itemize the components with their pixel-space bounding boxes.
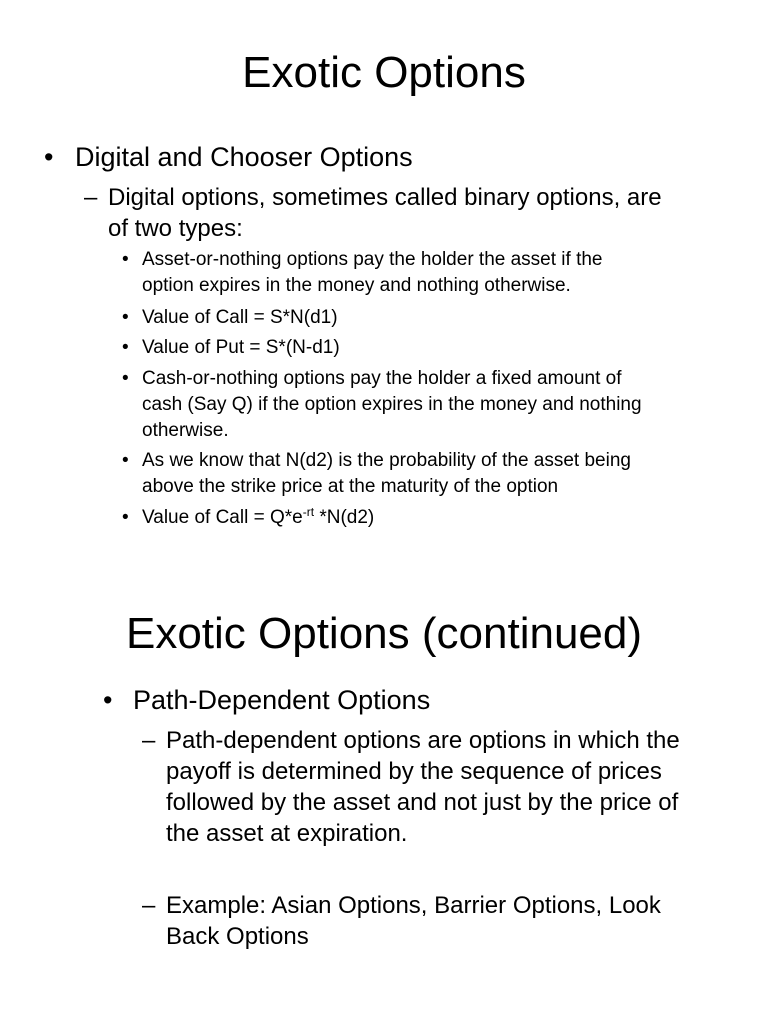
sub-bullet-line: Digital options, sometimes called binary options, are	[108, 184, 662, 211]
sub-bullet-line: Path-dependent options are options in which the	[166, 727, 680, 754]
sub-bullet-line: the asset at expiration.	[166, 820, 408, 847]
slide-1-title: Exotic Options	[242, 48, 526, 97]
bullet-text: Digital and Chooser Options	[75, 142, 413, 172]
sub-bullet-line: payoff is determined by the sequence of prices	[166, 758, 662, 785]
slide-2-title: Exotic Options (continued)	[125, 609, 643, 658]
item-line: Asset-or-nothing options pay the holder the asset if the	[142, 249, 603, 270]
formula-prefix: Value of Call = Q*e	[142, 507, 303, 528]
item-line: cash (Say Q) if the option expires in the money and nothing	[142, 394, 642, 415]
item-line: above the strike price at the maturity of the option	[142, 476, 559, 497]
item-line: otherwise.	[142, 420, 229, 441]
item-line: Value of Call = S*N(d1)	[142, 307, 338, 328]
formula-exponent: -rt	[302, 505, 315, 519]
item-line: Value of Put = S*(N-d1)	[142, 337, 340, 358]
slide-1: Exotic Options • Digital and Chooser Options – Digital options, sometimes called binary options, are of two types: • Asset-or-nothing options pay the holder the asset if the option expires in the money and nothing otherwise. • Value of Call = S*N(d1) • Value of Put = S*(N-d1) • Cash-or-nothing options pay the holder a fixed amount of cash (Say Q) if the option expires in the money and nothing otherwise. • As we know that N(d2) is the probability of the asset being above the strike price at the maturity of the option • Value of Call = $Q*e^{-rt}$ *N(d2)	[0, 0, 768, 560]
item-line: option expires in the money and nothing otherwise.	[142, 275, 571, 296]
formula	[142, 505, 374, 530]
formula-suffix: *N(d2)	[314, 507, 375, 528]
sub-bullet-line: Back Options	[166, 923, 309, 950]
slide-2: Exotic Options (continued) • Path-Dependent Options – Path-dependent options are options in which the payoff is determined by the sequence of prices followed by the asset and not just by the price of the asset at expiration. – Example: Asian Options, Barrier Options, Look Back Options	[0, 560, 768, 1024]
sub-bullet-line: followed by the asset and not just by the price of	[166, 789, 679, 816]
sub-bullet-line: of two types:	[108, 215, 243, 242]
sub-bullet-line: Example: Asian Options, Barrier Options, Look	[166, 892, 661, 919]
item-line: Cash-or-nothing options pay the holder a fixed amount of	[142, 368, 622, 389]
item-line: As we know that N(d2) is the probability of the asset being	[142, 450, 631, 471]
bullet-text: Path-Dependent Options	[133, 685, 431, 715]
